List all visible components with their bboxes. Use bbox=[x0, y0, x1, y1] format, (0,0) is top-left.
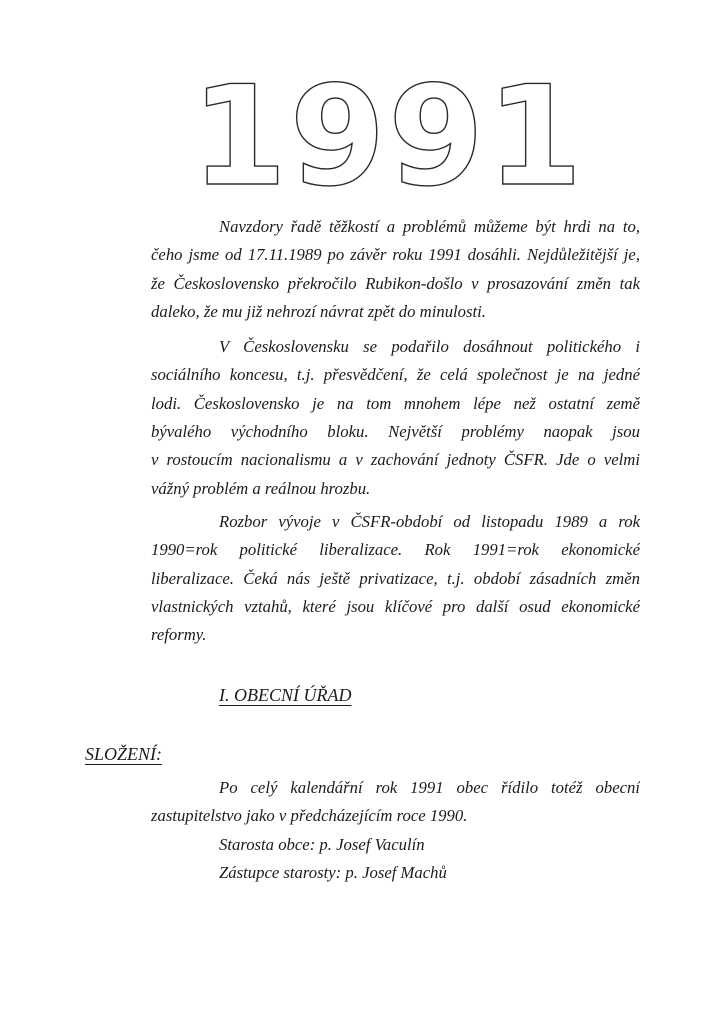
section-label: SLOŽENÍ: bbox=[85, 743, 163, 764]
paragraph-1 bbox=[151, 213, 640, 326]
paragraph-2 bbox=[151, 333, 640, 503]
text-line: 1990=rok politické liberalizace. Rok 1991=rok ekonomické bbox=[151, 540, 640, 560]
text-line: že Československo překročilo Rubikon-došlo v prosazování změn tak bbox=[151, 273, 640, 293]
text-line: čeho jsme od 17.11.1989 po závěr roku 1991 dosáhli. Nejdůležitější je, bbox=[151, 245, 640, 265]
paragraph-3 bbox=[151, 508, 640, 649]
text-line: reformy. bbox=[151, 625, 207, 645]
text-line: Rozbor vývoje v ČSFR-období od listopadu 1989 a rok bbox=[219, 511, 640, 531]
year-heading: 1991 bbox=[191, 56, 586, 217]
text-line: vlastnických vztahů, které jsou klíčové pro další osud ekonomické bbox=[151, 596, 640, 616]
line-starosta: Starosta obce: p. Josef Vaculín bbox=[219, 834, 425, 854]
line-zastupce: Zástupce starosty: p. Josef Machů bbox=[219, 862, 447, 882]
paragraph-4 bbox=[151, 774, 640, 831]
document-body bbox=[85, 213, 640, 887]
text-line: sociálního koncesu, t.j. přesvědčení, že celá společnost je na jedné bbox=[151, 365, 640, 385]
text-line: bývalého východního bloku. Největší problémy naopak jsou bbox=[151, 422, 640, 442]
text-line: v rostoucím nacionalismu a v zachování jednoty ČSFR. Jde o velmi bbox=[151, 450, 640, 470]
text-line: vážný problém a reálnou hrozbu. bbox=[151, 478, 371, 498]
section-heading: I. OBECNÍ ÚŘAD bbox=[219, 685, 352, 706]
text-line: liberalizace. Čeká nás ještě privatizace, t.j. období zásadních změn bbox=[151, 568, 640, 588]
text-line: zastupitelstvo jako v předcházejícím roce 1990. bbox=[151, 806, 468, 826]
text-line: V Československu se podařilo dosáhnout politického i bbox=[219, 337, 640, 357]
text-line: lodi. Československo je na tom mnohem lépe než ostatní země bbox=[151, 393, 640, 413]
text-line: Navzdory řadě těžkostí a problémů můžeme být hrdi na to, bbox=[219, 217, 640, 236]
text-line: daleko, že mu již nehrozí návrat zpět do minulosti. bbox=[151, 301, 486, 321]
text-line: Po celý kalendářní rok 1991 obec řídilo totéž obecní bbox=[219, 778, 640, 798]
